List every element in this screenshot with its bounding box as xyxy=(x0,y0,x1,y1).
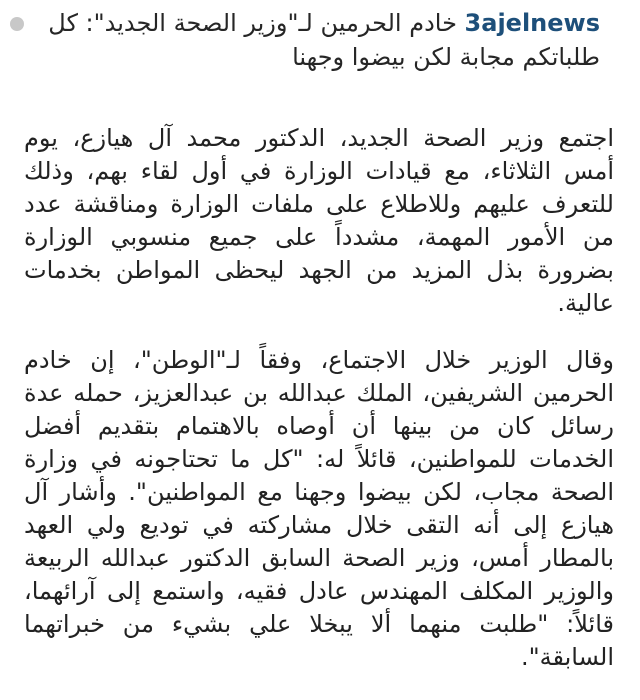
status-dot-icon xyxy=(10,17,24,31)
paragraph-1: اجتمع وزير الصحة الجديد، الدكتور محمد آل هيازع، يوم أمس الثلاثاء، مع قيادات الوزارة في أول لقاء بهم، وذلك للتعرف عليهم وللاطلاع على ملفات الوزارة ومناقشة عدد من الأمور المهمة، مشدداً على جميع منسوبي الوزارة بضرورة بذل المزيد من الجهد ليحظى المواطن بخدمات عالية. xyxy=(24,124,614,317)
username-link[interactable]: 3ajelnews xyxy=(464,9,600,37)
post-header xyxy=(0,6,640,76)
post-headline: خادم الحرمين لـ"وزير الصحة الجديد": كل طلباتكم مجابة لكن بيضوا وجهنا xyxy=(48,9,600,71)
post-title xyxy=(40,6,600,74)
paragraph-2: وقال الوزير خلال الاجتماع، وفقاً لـ"الوطن"، إن خادم الحرمين الشريفين، الملك عبدالله بن عبدالعزيز، حمله عدة رسائل كان من بينها أن أوصاه بالاهتمام بتقديم أفضل الخدمات للمواطنين، قائلاً له: "كل ما تحتاجونه في وزارة الصحة مجاب، لكن بيضوا وجهنا مع المواطنين". وأشار آل هيازع إلى أنه التقى خلال مشاركته في توديع ولي العهد بالمطار أمس، وزير الصحة السابق الدكتور عبدالله الربيعة والوزير المكلف المهندس عادل فقيه، واستمع إلى آرائهما، قائلاً: "طلبت منهما ألا يبخلا علي بشيء من خبراتهما السابقة". xyxy=(24,346,614,671)
post-body xyxy=(24,122,614,698)
